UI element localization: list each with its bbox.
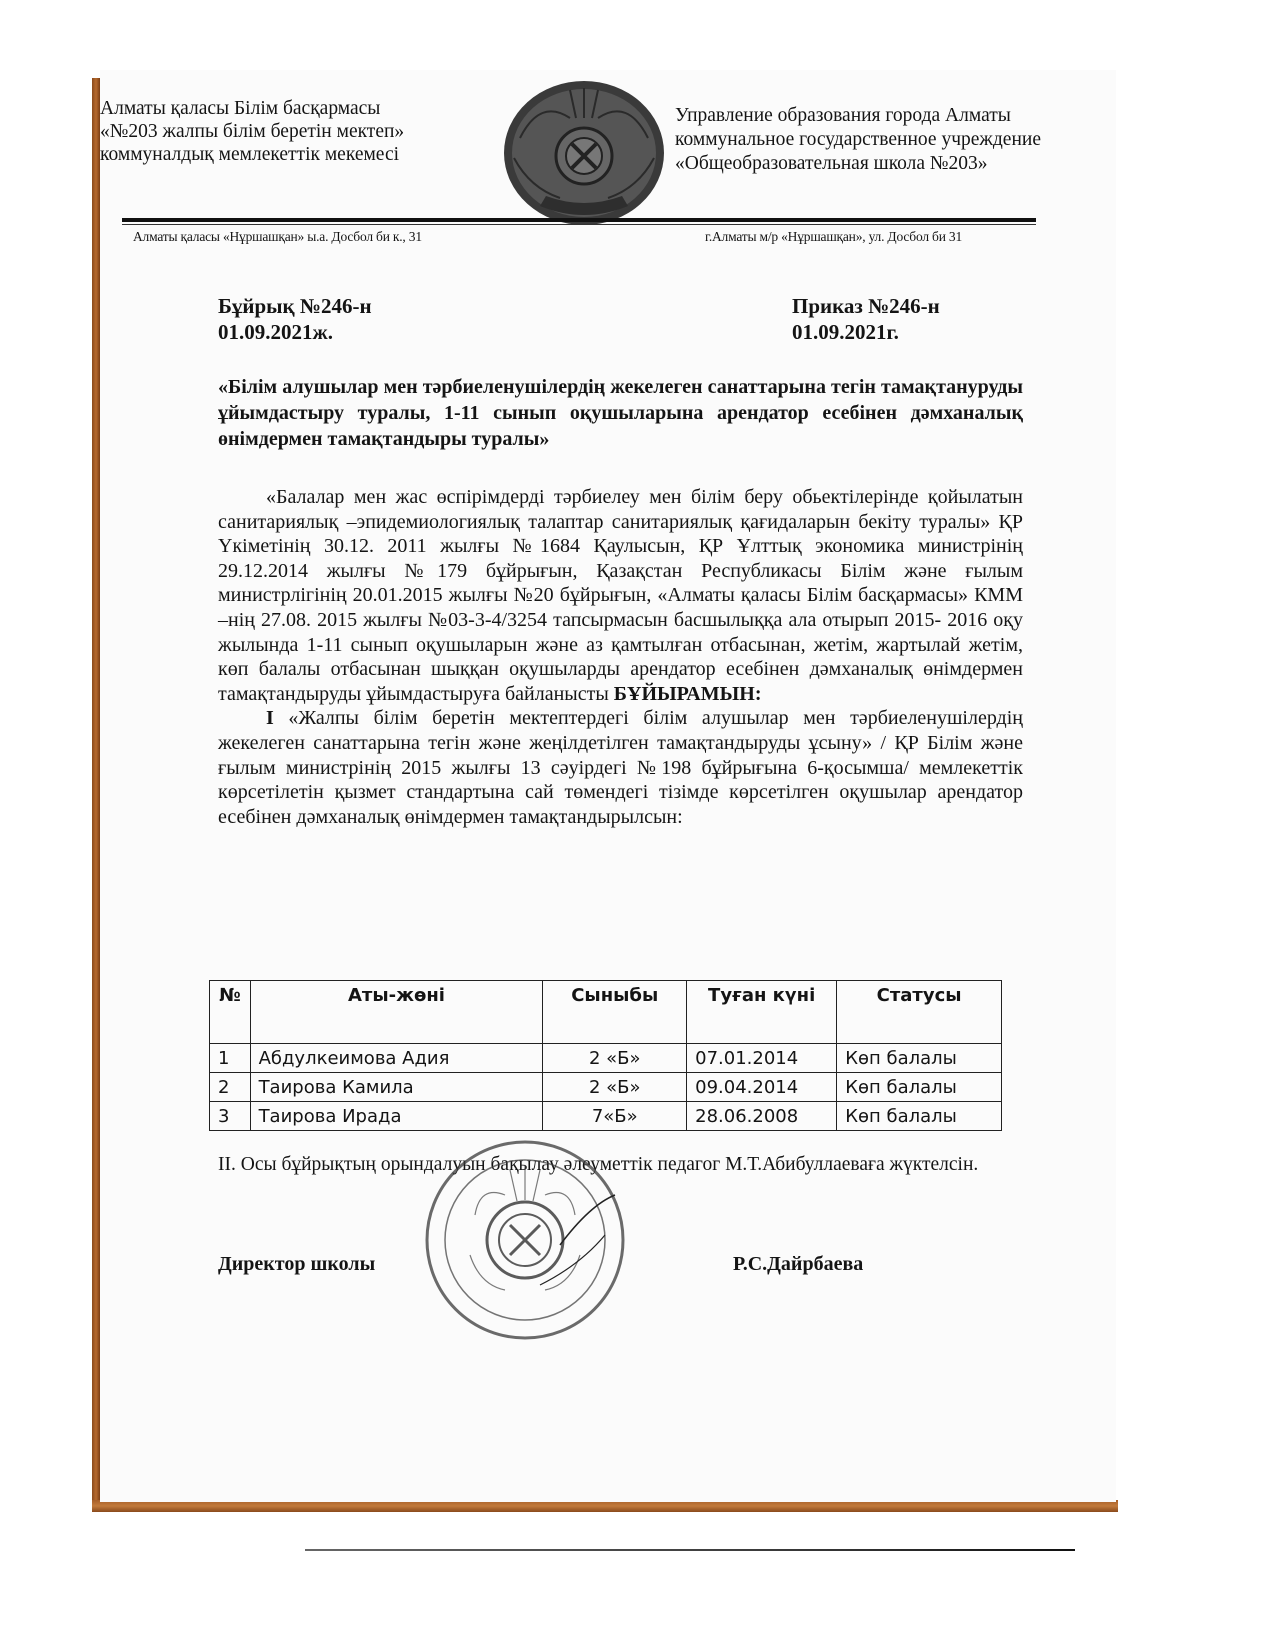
header-left-line: коммуналдық мемлекеттік мекемесі (100, 144, 400, 165)
preamble-text: «Балалар мен жас өспірімдерді тәрбиелеу мен білім беру обьектілерінде қойылатын санитариялық –эпидемиологиялық талаптар санитариялық қағидаларын бекіту туралы» ҚР Үкіметінің 30.12. 2011 жылғы №1684 Қаулысын, ҚР Ұлттық экономика министрінің 29.12.2014 жылғы №179 бұйрығын, Қазақстан Республикасы Білім және ғылым министрлігінің 20.01.2015 жылғы №20 бұйрығын, «Алматы қаласы Білім басқармасы» КММ –нің 27.08. 2015 жылғы №03-3-4/3254 тапсырмасын басшылыққа ала отырып 2015- 2016 оқу жылында 1-11 сынып оқушыларын және аз қамтылған отбасынан, жетім, жартылай жетім, көп балалы отбасынан шыққан оқушыларды арендатор есебінен дәмханалық өнімдермен тамақтандыруды ұйымдастыруға байланысты (218, 486, 1023, 705)
item1-paragraph (218, 706, 1023, 829)
header-divider-thin (122, 224, 1036, 225)
cell-no: 3 (210, 1102, 251, 1131)
table-header-row (210, 981, 1002, 1044)
director-name: Р.С.Дайрбаева (733, 1253, 864, 1275)
cell-name: Таирова Ирада (250, 1102, 543, 1131)
cell-status: Көп балалы (837, 1073, 1002, 1102)
cell-birthdate: 09.04.2014 (687, 1073, 837, 1102)
order-kz (218, 293, 372, 345)
document-title: «Білім алушылар мен тәрбиеленушілердің жекелеген санаттарына тегін тамақтануруды ұйымдастыру туралы, 1-11 сынып оқушыларына арендатор есебінен дәмханалық өнімдермен тамақтандыры туралы» (218, 376, 1023, 450)
cell-birthdate: 07.01.2014 (687, 1044, 837, 1073)
order-number-kz: Бұйрық №246-н (218, 294, 372, 318)
cell-no: 2 (210, 1073, 251, 1102)
cell-name: Абдулкеимова Адия (250, 1044, 543, 1073)
footer-divider (305, 1549, 1075, 1551)
header-left-line: «№203 жалпы білім беретін мектеп» (100, 121, 405, 142)
item2-paragraph: II. Осы бұйрықтың орындалуын бақылау әлеуметтік педагог М.Т.Абибуллаеваға жүктелсін. (218, 1154, 979, 1175)
order-date-ru: 01.09.2021г. (792, 320, 899, 344)
cell-status: Көп балалы (837, 1102, 1002, 1131)
cell-birthdate: 28.06.2008 (687, 1102, 837, 1131)
header-right-line: коммунальное государственное учреждение (675, 129, 1041, 150)
item1-marker: I (266, 707, 274, 730)
col-header-name: Аты-жөні (250, 981, 543, 1044)
state-emblem-icon (500, 78, 668, 228)
table-row (210, 1102, 1002, 1131)
cell-name: Таирова Камила (250, 1073, 543, 1102)
order-ru (792, 293, 940, 345)
address-kz: Алматы қаласы «Нұршашқан» ы.а. Досбол би к., 31 (133, 229, 422, 244)
table-row (210, 1073, 1002, 1102)
cell-class: 7«Б» (543, 1102, 687, 1131)
order-number-ru: Приказ №246-н (792, 294, 940, 318)
header-right-line: Управление образования города Алматы (675, 105, 1011, 126)
header-right-ru (675, 104, 1041, 176)
header-right-line: «Общеобразовательная школа №203» (675, 153, 988, 174)
cell-status: Көп балалы (837, 1044, 1002, 1073)
order-date-kz: 01.09.2021ж. (218, 320, 333, 344)
director-title: Директор школы (218, 1253, 376, 1275)
address-ru: г.Алматы м/р «Нұршашқан», ул. Досбол би 31 (705, 229, 963, 244)
official-stamp-icon (420, 1135, 630, 1345)
cell-class: 2 «Б» (543, 1044, 687, 1073)
decree-word: БҰЙЫРАМЫН: (613, 682, 762, 705)
cell-no: 1 (210, 1044, 251, 1073)
header-divider (122, 218, 1036, 222)
preamble-paragraph (218, 485, 1023, 706)
desk-edge-left (92, 78, 100, 1510)
students-table (209, 980, 1002, 1131)
col-header-status: Статусы (837, 981, 1002, 1044)
item1-text: «Жалпы білім беретін мектептердегі білім алушылар мен тәрбиеленушілердің жекелеген санаттарына тегін және жеңілдетілген тамақтандыруды ұсыну» / ҚР Білім және ғылым министрінің 2015 жылғы 13 сәуірдегі №198 бұйрығына 6-қосымша/ мемлекеттік көрсетілетін қызмет стандартына сай төмендегі тізімде көрсетілген оқушылар арендатор есебінен дәмханалық өнімдермен тамақтандырылсын: (218, 707, 1023, 828)
header-left-line: Алматы қаласы Білім басқармасы (100, 98, 381, 119)
col-header-birthdate: Туған күні (687, 981, 837, 1044)
table-row (210, 1044, 1002, 1073)
col-header-no: № (210, 981, 251, 1044)
document-body (218, 485, 1023, 829)
header-left-kz (100, 97, 404, 166)
cell-class: 2 «Б» (543, 1073, 687, 1102)
col-header-class: Сыныбы (543, 981, 687, 1044)
